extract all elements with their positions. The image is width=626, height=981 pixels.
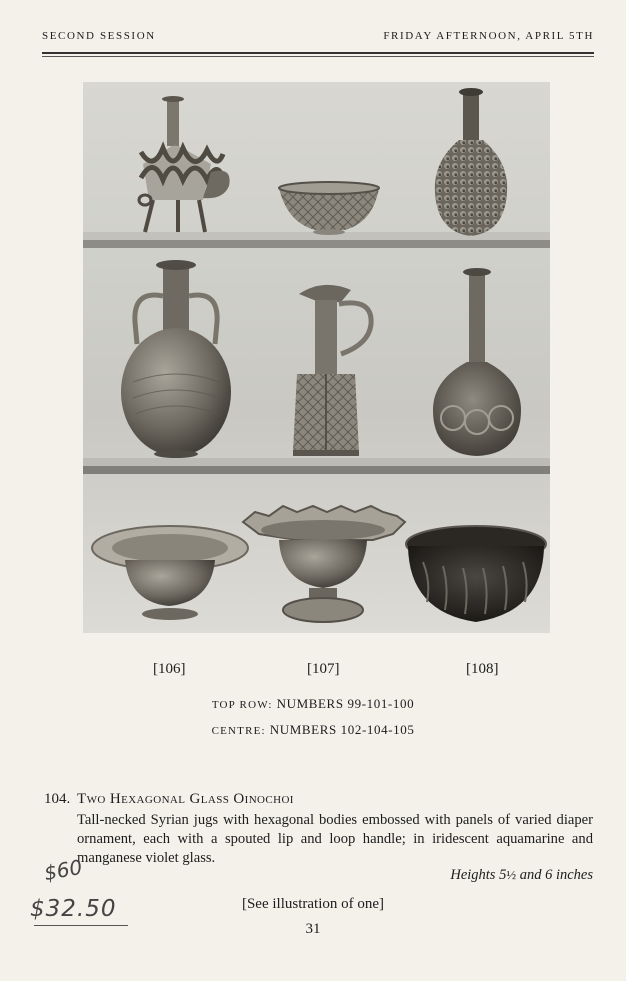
caption-top-row-label: TOP ROW:: [211, 699, 273, 711]
page-number: 31: [305, 921, 321, 937]
caption-top-row: [0, 696, 626, 712]
long-necked-glass-bottle: [433, 268, 521, 456]
upper-shelf: [83, 240, 550, 248]
illustration-plate: [83, 82, 550, 633]
trailed-glass-vessel: [139, 96, 230, 232]
glass-vessels-photo: [83, 82, 550, 633]
session-date: FRIDAY AFTERNOON, APRIL 5TH: [383, 30, 594, 42]
header-rule-thin: [42, 56, 594, 57]
caption-centre-row: [0, 722, 626, 738]
handwritten-estimate: $60: [42, 854, 84, 886]
shallow-glass-bowl: [279, 182, 379, 235]
caption-centre-label: CENTRE:: [211, 725, 266, 737]
lot-number: 104.: [44, 791, 71, 807]
fluted-rim-footed-bowl-107: [243, 506, 405, 622]
handwritten-underline: [34, 925, 128, 926]
session-label: SECOND SESSION: [42, 30, 156, 42]
hexagonal-oinochoe: [293, 285, 371, 456]
lot-label-106: [106]: [153, 661, 186, 677]
handwritten-price: $32.50: [30, 896, 117, 922]
lot-label-108: [108]: [466, 661, 499, 677]
caption-top-row-numbers: NUMBERS 99-101-100: [276, 696, 415, 711]
illustration-note: [See illustration of one]: [241, 896, 385, 912]
lot-heights: Heights 5½ and 6 inches: [450, 867, 593, 883]
header-rule-thick: [42, 52, 594, 54]
running-header: [42, 30, 594, 42]
lot-label-107: [107]: [307, 661, 340, 677]
lower-shelf: [83, 466, 550, 474]
dark-ribbed-glass-bowl-108: [406, 526, 546, 622]
lot-description: Tall-necked Syrian jugs with hexagonal bodies embossed with panels of varied diaper ornament, each with a spouted lip and loop handle; in iridescent aquamarine and manganese violet glass.: [77, 812, 593, 866]
knobbed-glass-flask: [435, 88, 507, 236]
flared-glass-bowl-106: [92, 526, 248, 620]
lot-title: Two Hexagonal Glass Oinochoi: [77, 791, 294, 807]
handled-flat-flask: [121, 260, 231, 458]
caption-centre-numbers: NUMBERS 102-104-105: [269, 722, 415, 737]
